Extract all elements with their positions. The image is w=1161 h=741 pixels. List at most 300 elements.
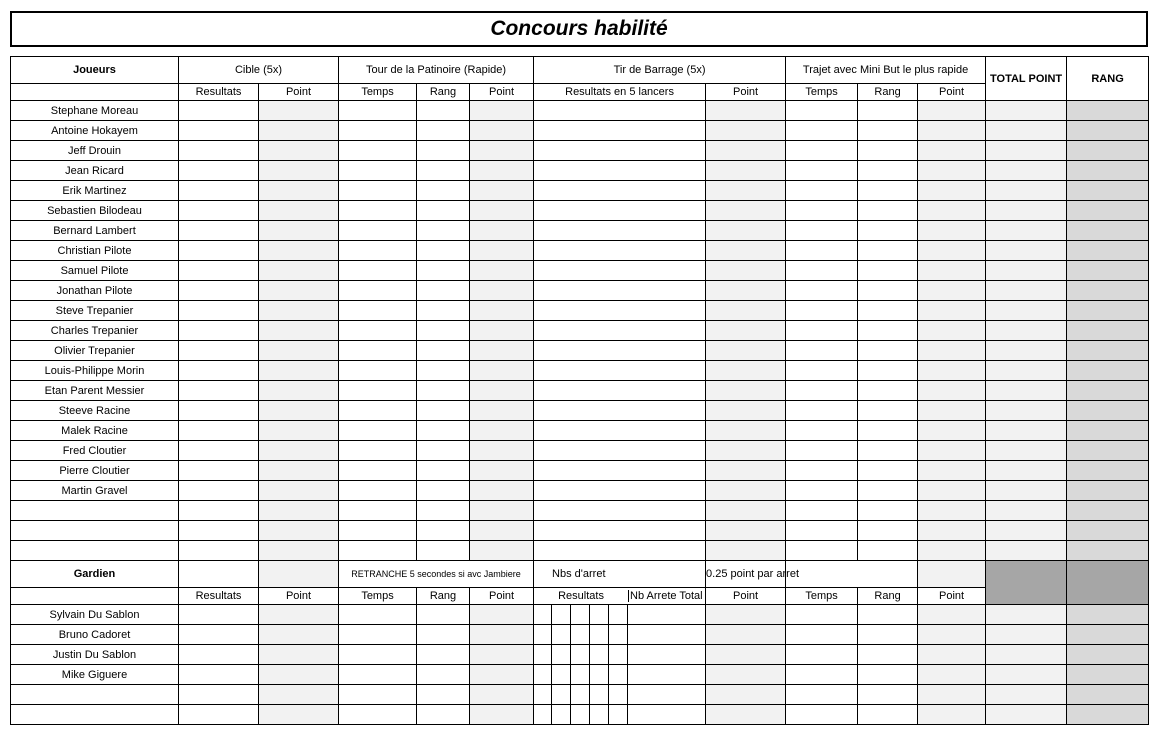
cell-resultats[interactable]: [179, 161, 259, 181]
cell-total-point[interactable]: [986, 501, 1067, 521]
cell-point[interactable]: [918, 101, 986, 121]
cell-temps[interactable]: [339, 461, 417, 481]
cell-point[interactable]: [470, 685, 534, 705]
cell-total-point[interactable]: [986, 261, 1067, 281]
cell-point[interactable]: [470, 441, 534, 461]
cell-rang-final[interactable]: [1067, 161, 1149, 181]
cell-rang[interactable]: [417, 141, 470, 161]
cell-point[interactable]: [259, 361, 339, 381]
cell-point[interactable]: [706, 301, 786, 321]
cell-temps[interactable]: [339, 241, 417, 261]
cell-point[interactable]: [706, 361, 786, 381]
cell-temps[interactable]: [786, 101, 858, 121]
cell-total-point[interactable]: [986, 401, 1067, 421]
cell-temps[interactable]: [339, 625, 417, 645]
cell-temps[interactable]: [786, 441, 858, 461]
cell-temps[interactable]: [339, 301, 417, 321]
cell-rang[interactable]: [858, 201, 918, 221]
cell-rang-final[interactable]: [1067, 705, 1149, 725]
cell-rang[interactable]: [417, 161, 470, 181]
cell-rang[interactable]: [858, 161, 918, 181]
cell-rang-final[interactable]: [1067, 121, 1149, 141]
arret-subcell[interactable]: [552, 665, 571, 684]
cell-point[interactable]: [470, 421, 534, 441]
cell-point[interactable]: [706, 665, 786, 685]
cell-resultats5[interactable]: [534, 181, 706, 201]
cell-temps[interactable]: [339, 401, 417, 421]
cell-rang[interactable]: [858, 261, 918, 281]
cell-point[interactable]: [470, 141, 534, 161]
cell-rang-final[interactable]: [1067, 665, 1149, 685]
cell-point[interactable]: [918, 261, 986, 281]
cell-point[interactable]: [918, 361, 986, 381]
cell-temps[interactable]: [786, 141, 858, 161]
cell-rang[interactable]: [858, 361, 918, 381]
cell-point[interactable]: [259, 685, 339, 705]
cell-point[interactable]: [470, 121, 534, 141]
cell-point[interactable]: [259, 221, 339, 241]
cell-resultats[interactable]: [179, 281, 259, 301]
cell-resultats[interactable]: [179, 665, 259, 685]
cell-resultats[interactable]: [179, 101, 259, 121]
cell-temps[interactable]: [339, 605, 417, 625]
arret-subcell[interactable]: [590, 685, 609, 704]
cell-rang-final[interactable]: [1067, 645, 1149, 665]
cell-temps[interactable]: [339, 321, 417, 341]
cell-point[interactable]: [918, 501, 986, 521]
cell-total-point[interactable]: [986, 461, 1067, 481]
cell-point[interactable]: [706, 645, 786, 665]
cell-point[interactable]: [470, 221, 534, 241]
cell-resultats[interactable]: [179, 521, 259, 541]
cell-temps[interactable]: [339, 261, 417, 281]
cell-temps[interactable]: [339, 121, 417, 141]
cell-resultats[interactable]: [179, 625, 259, 645]
cell-point[interactable]: [706, 261, 786, 281]
cell-rang[interactable]: [858, 101, 918, 121]
cell-point[interactable]: [918, 381, 986, 401]
arret-subcell[interactable]: [534, 705, 552, 724]
cell-resultats[interactable]: [179, 141, 259, 161]
cell-resultats[interactable]: [179, 461, 259, 481]
arret-subcell[interactable]: [534, 625, 552, 644]
cell-point[interactable]: [470, 645, 534, 665]
cell-rang[interactable]: [417, 401, 470, 421]
arret-subcell[interactable]: [609, 625, 628, 644]
cell-rang[interactable]: [417, 321, 470, 341]
cell-rang[interactable]: [417, 101, 470, 121]
cell-temps[interactable]: [786, 161, 858, 181]
cell-point[interactable]: [918, 605, 986, 625]
cell-point[interactable]: [259, 541, 339, 561]
cell-rang[interactable]: [858, 181, 918, 201]
cell-nb-arrete-total[interactable]: [628, 625, 705, 644]
cell-resultats5[interactable]: [534, 541, 706, 561]
cell-resultats5[interactable]: [534, 121, 706, 141]
cell-point[interactable]: [918, 121, 986, 141]
cell-total-point[interactable]: [986, 665, 1067, 685]
cell-resultats5[interactable]: [534, 221, 706, 241]
cell-total-point[interactable]: [986, 221, 1067, 241]
cell-rang[interactable]: [858, 241, 918, 261]
cell-point[interactable]: [706, 605, 786, 625]
cell-temps[interactable]: [786, 321, 858, 341]
arret-subcell[interactable]: [552, 705, 571, 724]
cell-point[interactable]: [918, 301, 986, 321]
cell-point[interactable]: [259, 201, 339, 221]
arret-subcell[interactable]: [571, 685, 590, 704]
cell-point[interactable]: [470, 161, 534, 181]
cell-temps[interactable]: [339, 161, 417, 181]
cell-point[interactable]: [470, 461, 534, 481]
cell-point[interactable]: [706, 441, 786, 461]
arret-subcell[interactable]: [590, 665, 609, 684]
cell-point[interactable]: [706, 321, 786, 341]
cell-resultats5[interactable]: [534, 321, 706, 341]
cell-rang[interactable]: [858, 121, 918, 141]
cell-point[interactable]: [918, 665, 986, 685]
cell-rang[interactable]: [858, 685, 918, 705]
cell-resultats5[interactable]: [534, 401, 706, 421]
cell-temps[interactable]: [786, 241, 858, 261]
cell-temps[interactable]: [786, 685, 858, 705]
cell-resultats5[interactable]: [534, 261, 706, 281]
cell-rang-final[interactable]: [1067, 501, 1149, 521]
cell-resultats[interactable]: [179, 401, 259, 421]
cell-rang-final[interactable]: [1067, 441, 1149, 461]
cell-nb-arrete-total[interactable]: [628, 665, 705, 684]
cell-temps[interactable]: [786, 501, 858, 521]
cell-point[interactable]: [918, 625, 986, 645]
cell-point[interactable]: [259, 705, 339, 725]
cell-rang-final[interactable]: [1067, 201, 1149, 221]
cell-resultats[interactable]: [179, 241, 259, 261]
cell-total-point[interactable]: [986, 705, 1067, 725]
cell-nb-arrete-total[interactable]: [628, 645, 705, 664]
cell-point[interactable]: [706, 501, 786, 521]
cell-point[interactable]: [470, 665, 534, 685]
cell-point[interactable]: [470, 605, 534, 625]
cell-resultats5[interactable]: [534, 201, 706, 221]
cell-point[interactable]: [918, 421, 986, 441]
cell-resultats[interactable]: [179, 705, 259, 725]
cell-point[interactable]: [918, 521, 986, 541]
cell-point[interactable]: [259, 421, 339, 441]
cell-rang[interactable]: [417, 645, 470, 665]
cell-total-point[interactable]: [986, 281, 1067, 301]
cell-nb-arrete-total[interactable]: [628, 605, 705, 624]
cell-rang[interactable]: [417, 501, 470, 521]
cell-rang[interactable]: [417, 201, 470, 221]
cell-total-point[interactable]: [986, 421, 1067, 441]
cell-resultats5[interactable]: [534, 101, 706, 121]
cell-point[interactable]: [918, 141, 986, 161]
cell-temps[interactable]: [339, 481, 417, 501]
cell-point[interactable]: [470, 281, 534, 301]
cell-rang[interactable]: [858, 421, 918, 441]
cell-rang-final[interactable]: [1067, 361, 1149, 381]
cell-rang[interactable]: [858, 141, 918, 161]
arret-subcell[interactable]: [609, 605, 628, 624]
cell-total-point[interactable]: [986, 541, 1067, 561]
cell-point[interactable]: [706, 161, 786, 181]
cell-rang[interactable]: [417, 421, 470, 441]
cell-point[interactable]: [706, 541, 786, 561]
cell-point[interactable]: [918, 181, 986, 201]
cell-resultats5[interactable]: [534, 521, 706, 541]
cell-point[interactable]: [918, 281, 986, 301]
cell-point[interactable]: [259, 141, 339, 161]
cell-rang[interactable]: [417, 301, 470, 321]
cell-point[interactable]: [259, 461, 339, 481]
arret-subcell[interactable]: [590, 645, 609, 664]
cell-point[interactable]: [259, 161, 339, 181]
cell-point[interactable]: [259, 401, 339, 421]
cell-point[interactable]: [918, 341, 986, 361]
cell-resultats5[interactable]: [534, 501, 706, 521]
cell-total-point[interactable]: [986, 605, 1067, 625]
cell-rang[interactable]: [858, 441, 918, 461]
cell-resultats[interactable]: [179, 261, 259, 281]
cell-resultats5[interactable]: [534, 341, 706, 361]
cell-temps[interactable]: [786, 481, 858, 501]
cell-rang[interactable]: [858, 481, 918, 501]
cell-rang[interactable]: [417, 685, 470, 705]
cell-point[interactable]: [259, 101, 339, 121]
cell-point[interactable]: [259, 605, 339, 625]
cell-temps[interactable]: [786, 461, 858, 481]
cell-resultats[interactable]: [179, 341, 259, 361]
cell-rang[interactable]: [417, 281, 470, 301]
cell-point[interactable]: [706, 121, 786, 141]
cell-point[interactable]: [259, 481, 339, 501]
cell-rang[interactable]: [417, 261, 470, 281]
cell-point[interactable]: [259, 381, 339, 401]
cell-rang-final[interactable]: [1067, 541, 1149, 561]
cell-resultats[interactable]: [179, 685, 259, 705]
cell-point[interactable]: [259, 301, 339, 321]
cell-rang[interactable]: [417, 441, 470, 461]
cell-point[interactable]: [259, 645, 339, 665]
cell-total-point[interactable]: [986, 141, 1067, 161]
cell-rang[interactable]: [858, 321, 918, 341]
arret-subcell[interactable]: [552, 605, 571, 624]
cell-point[interactable]: [706, 181, 786, 201]
cell-point[interactable]: [918, 221, 986, 241]
cell-point[interactable]: [259, 181, 339, 201]
cell-rang-final[interactable]: [1067, 301, 1149, 321]
cell-rang-final[interactable]: [1067, 685, 1149, 705]
cell-temps[interactable]: [339, 361, 417, 381]
cell-temps[interactable]: [786, 221, 858, 241]
cell-point[interactable]: [470, 381, 534, 401]
cell-temps[interactable]: [339, 381, 417, 401]
cell-temps[interactable]: [339, 101, 417, 121]
cell-rang-final[interactable]: [1067, 341, 1149, 361]
cell-total-point[interactable]: [986, 201, 1067, 221]
cell-point[interactable]: [470, 481, 534, 501]
cell-temps[interactable]: [786, 521, 858, 541]
cell-rang[interactable]: [858, 301, 918, 321]
cell-resultats5[interactable]: [534, 481, 706, 501]
cell-point[interactable]: [706, 241, 786, 261]
arret-subcell[interactable]: [534, 605, 552, 624]
cell-point[interactable]: [470, 321, 534, 341]
cell-resultats[interactable]: [179, 321, 259, 341]
cell-point[interactable]: [706, 201, 786, 221]
arret-subcell[interactable]: [609, 645, 628, 664]
cell-rang-final[interactable]: [1067, 481, 1149, 501]
cell-point[interactable]: [470, 361, 534, 381]
cell-temps[interactable]: [786, 341, 858, 361]
cell-point[interactable]: [918, 401, 986, 421]
arret-subcell[interactable]: [609, 665, 628, 684]
cell-rang[interactable]: [858, 501, 918, 521]
cell-arrets[interactable]: [534, 605, 706, 625]
cell-point[interactable]: [470, 705, 534, 725]
cell-temps[interactable]: [339, 705, 417, 725]
cell-temps[interactable]: [786, 181, 858, 201]
arret-subcell[interactable]: [552, 645, 571, 664]
cell-total-point[interactable]: [986, 181, 1067, 201]
cell-nb-arrete-total[interactable]: [628, 705, 705, 724]
cell-resultats[interactable]: [179, 441, 259, 461]
cell-temps[interactable]: [339, 141, 417, 161]
cell-temps[interactable]: [786, 261, 858, 281]
cell-temps[interactable]: [786, 645, 858, 665]
cell-rang[interactable]: [417, 521, 470, 541]
cell-point[interactable]: [259, 261, 339, 281]
cell-temps[interactable]: [786, 605, 858, 625]
cell-temps[interactable]: [339, 281, 417, 301]
cell-resultats5[interactable]: [534, 281, 706, 301]
cell-resultats[interactable]: [179, 501, 259, 521]
cell-rang[interactable]: [417, 625, 470, 645]
cell-resultats[interactable]: [179, 605, 259, 625]
cell-point[interactable]: [259, 665, 339, 685]
cell-resultats5[interactable]: [534, 461, 706, 481]
cell-total-point[interactable]: [986, 521, 1067, 541]
arret-subcell[interactable]: [609, 705, 628, 724]
cell-rang[interactable]: [417, 241, 470, 261]
cell-temps[interactable]: [786, 541, 858, 561]
cell-point[interactable]: [918, 321, 986, 341]
cell-total-point[interactable]: [986, 341, 1067, 361]
cell-resultats5[interactable]: [534, 141, 706, 161]
cell-temps[interactable]: [339, 341, 417, 361]
cell-point[interactable]: [706, 401, 786, 421]
cell-point[interactable]: [918, 161, 986, 181]
cell-rang[interactable]: [417, 541, 470, 561]
cell-point[interactable]: [470, 241, 534, 261]
arret-subcell[interactable]: [552, 685, 571, 704]
cell-temps[interactable]: [786, 121, 858, 141]
cell-point[interactable]: [259, 341, 339, 361]
cell-rang[interactable]: [417, 665, 470, 685]
cell-rang-final[interactable]: [1067, 321, 1149, 341]
cell-point[interactable]: [918, 461, 986, 481]
arret-subcell[interactable]: [571, 705, 590, 724]
cell-resultats[interactable]: [179, 645, 259, 665]
cell-resultats[interactable]: [179, 301, 259, 321]
cell-point[interactable]: [470, 625, 534, 645]
cell-resultats[interactable]: [179, 421, 259, 441]
arret-subcell[interactable]: [571, 605, 590, 624]
cell-temps[interactable]: [786, 361, 858, 381]
cell-point[interactable]: [918, 685, 986, 705]
cell-rang-final[interactable]: [1067, 521, 1149, 541]
cell-temps[interactable]: [339, 201, 417, 221]
cell-temps[interactable]: [339, 421, 417, 441]
cell-resultats[interactable]: [179, 361, 259, 381]
cell-total-point[interactable]: [986, 441, 1067, 461]
cell-rang[interactable]: [858, 705, 918, 725]
cell-point[interactable]: [470, 181, 534, 201]
cell-temps[interactable]: [786, 665, 858, 685]
cell-rang-final[interactable]: [1067, 181, 1149, 201]
cell-rang[interactable]: [417, 181, 470, 201]
arret-subcell[interactable]: [534, 665, 552, 684]
cell-rang-final[interactable]: [1067, 625, 1149, 645]
cell-point[interactable]: [706, 481, 786, 501]
cell-point[interactable]: [918, 481, 986, 501]
cell-resultats[interactable]: [179, 481, 259, 501]
cell-temps[interactable]: [339, 501, 417, 521]
cell-temps[interactable]: [786, 281, 858, 301]
cell-resultats5[interactable]: [534, 361, 706, 381]
cell-rang-final[interactable]: [1067, 141, 1149, 161]
cell-point[interactable]: [918, 705, 986, 725]
cell-point[interactable]: [259, 281, 339, 301]
cell-rang-final[interactable]: [1067, 281, 1149, 301]
cell-nb-arrete-total[interactable]: [628, 685, 705, 704]
arret-subcell[interactable]: [571, 625, 590, 644]
cell-rang[interactable]: [417, 481, 470, 501]
cell-temps[interactable]: [786, 625, 858, 645]
cell-rang[interactable]: [417, 461, 470, 481]
cell-rang[interactable]: [417, 221, 470, 241]
cell-rang-final[interactable]: [1067, 605, 1149, 625]
cell-temps[interactable]: [786, 421, 858, 441]
cell-point[interactable]: [706, 281, 786, 301]
cell-point[interactable]: [470, 301, 534, 321]
cell-rang[interactable]: [417, 705, 470, 725]
cell-resultats[interactable]: [179, 381, 259, 401]
cell-point[interactable]: [470, 541, 534, 561]
cell-temps[interactable]: [339, 521, 417, 541]
cell-point[interactable]: [706, 421, 786, 441]
cell-total-point[interactable]: [986, 321, 1067, 341]
cell-total-point[interactable]: [986, 645, 1067, 665]
cell-point[interactable]: [918, 541, 986, 561]
arret-subcell[interactable]: [534, 645, 552, 664]
cell-rang-final[interactable]: [1067, 261, 1149, 281]
cell-total-point[interactable]: [986, 625, 1067, 645]
cell-rang[interactable]: [858, 605, 918, 625]
arret-subcell[interactable]: [609, 685, 628, 704]
cell-point[interactable]: [918, 241, 986, 261]
arret-subcell[interactable]: [590, 705, 609, 724]
cell-rang-final[interactable]: [1067, 101, 1149, 121]
cell-resultats5[interactable]: [534, 381, 706, 401]
cell-total-point[interactable]: [986, 101, 1067, 121]
cell-point[interactable]: [259, 121, 339, 141]
cell-resultats5[interactable]: [534, 161, 706, 181]
cell-rang[interactable]: [417, 341, 470, 361]
cell-rang[interactable]: [417, 121, 470, 141]
cell-temps[interactable]: [786, 381, 858, 401]
cell-point[interactable]: [706, 685, 786, 705]
